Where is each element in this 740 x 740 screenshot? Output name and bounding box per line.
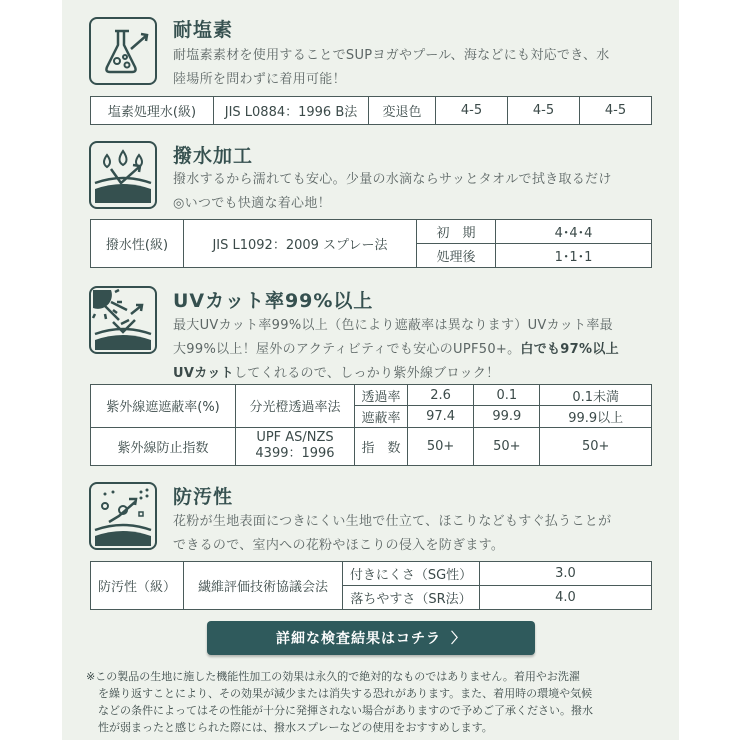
- uv-value: 2.6: [408, 385, 474, 406]
- spec-panel: [62, 0, 679, 740]
- uv-desc-line: [173, 362, 668, 386]
- chlorine-value: 4-5: [436, 97, 508, 125]
- stain-desc-line: できるので、室内への花粉やほこりの侵入を防ぎます。: [173, 538, 505, 553]
- uv-method-line: UPF AS/NZS: [256, 430, 334, 446]
- uv-value: 50+: [540, 427, 652, 466]
- uv-title: UVカット率99%以上: [173, 290, 374, 312]
- uv-item: 指 数: [355, 427, 408, 466]
- sun-uv-icon: [89, 286, 157, 354]
- water-label: 撥水性(級): [91, 220, 184, 268]
- uv-desc-line: [173, 338, 668, 362]
- uv-method: 分光橙透過率法: [236, 385, 355, 428]
- water-item: 初 期: [417, 220, 496, 244]
- water-description: [173, 168, 663, 216]
- uv-table: [90, 384, 652, 466]
- stain-value: 4.0: [480, 586, 652, 610]
- chlorine-method: JIS L0884：1996 B法: [214, 97, 369, 125]
- uv-method-line: 4399：1996: [255, 446, 335, 462]
- uv-value: 50+: [408, 427, 474, 466]
- chlorine-item: 変退色: [369, 97, 436, 125]
- uv-value: 99.9以上: [540, 406, 652, 427]
- uv-value: 99.9: [474, 406, 540, 427]
- water-value: 4･4･4: [496, 220, 652, 244]
- note-line: などの条件によってはその性能が十分に発揮されない場合がありますので予めご了承ください。撥水: [98, 704, 593, 717]
- uv-item: 遮蔽率: [355, 406, 408, 427]
- stain-item: 付きにくさ（SG性）: [343, 562, 480, 586]
- chlorine-description: [173, 44, 663, 92]
- chlorine-table: [90, 96, 652, 125]
- water-value: 1･1･1: [496, 244, 652, 268]
- uv-value: 97.4: [408, 406, 474, 427]
- water-drops-icon: [89, 141, 157, 209]
- uv-label: 紫外線遮遮蔽率(%): [91, 385, 236, 428]
- chlorine-title: 耐塩素: [173, 19, 234, 41]
- stain-label: 防汚性（級）: [91, 562, 184, 610]
- note-line: ※この製品の生地に施した機能性加工の効果は永久的で絶対的なものではありません。着用やお洗濯: [86, 670, 580, 683]
- water-method: JIS L1092：2009 スプレー法: [184, 220, 417, 268]
- chlorine-desc-line: 耐塩素素材を使用することでSUPヨガやプール、海などにも対応でき、水: [173, 48, 610, 63]
- water-title: 撥水加工: [173, 145, 254, 167]
- uv-method: [236, 427, 355, 466]
- uv-desc-text: 大99%以上！屋外のアクティビティでも安心のUPF50+。: [173, 342, 521, 357]
- water-desc-line: 撥水するから濡れても安心。少量の水滴ならサッとタオルで拭き取るだけ: [173, 172, 612, 187]
- uv-label: 紫外線防止指数: [91, 427, 236, 466]
- note-line: を繰り返すことにより、その効果が減少または消失する恐れがあります。また、着用時の環境や気候: [98, 687, 593, 700]
- water-table: [90, 219, 652, 268]
- note-line: 性が弱まったと感じられた際には、撥水スプレーなどの使用をおすすめします。: [98, 721, 493, 734]
- stain-title: 防汚性: [173, 486, 234, 508]
- water-desc-line: ◎いつでも快適な着心地！: [173, 196, 331, 211]
- uv-item: 透過率: [355, 385, 408, 406]
- disclaimer-note: [86, 668, 656, 736]
- uv-desc-text: してくれるので、しっかり紫外線ブロック！: [234, 366, 500, 381]
- detailed-results-button[interactable]: [207, 621, 535, 655]
- uv-desc-line: 最大UVカット率99%以上（色により遮蔽率は異なります）UVカット率最: [173, 318, 613, 333]
- stain-desc-line: 花粉が生地表面につきにくい生地で仕立て、ほこりなどもすぐ払うことが: [173, 514, 612, 529]
- chlorine-value: 4-5: [580, 97, 652, 125]
- uv-value: 0.1: [474, 385, 540, 406]
- uv-desc-bold: UVカット: [173, 366, 234, 381]
- detailed-results-label: 詳細な検査結果はコチラ: [276, 631, 441, 647]
- chlorine-desc-line: 陸場所を問わずに着用可能！: [173, 72, 346, 87]
- stain-method: 繊維評価技術協議会法: [184, 562, 343, 610]
- water-item: 処理後: [417, 244, 496, 268]
- uv-desc-bold: 白でも97%以上: [520, 342, 619, 357]
- uv-value: 0.1未満: [540, 385, 652, 406]
- flask-icon: [89, 17, 157, 85]
- chevron-right-icon: 〉: [451, 631, 466, 647]
- dust-icon: [89, 482, 157, 550]
- uv-value: 50+: [474, 427, 540, 466]
- uv-description: [173, 314, 668, 386]
- stain-value: 3.0: [480, 562, 652, 586]
- stain-description: [173, 510, 668, 558]
- chlorine-value: 4-5: [508, 97, 580, 125]
- stain-item: 落ちやすさ（SR法）: [343, 586, 480, 610]
- stain-table: [90, 561, 652, 610]
- chlorine-label: 塩素処理水(級): [91, 97, 214, 125]
